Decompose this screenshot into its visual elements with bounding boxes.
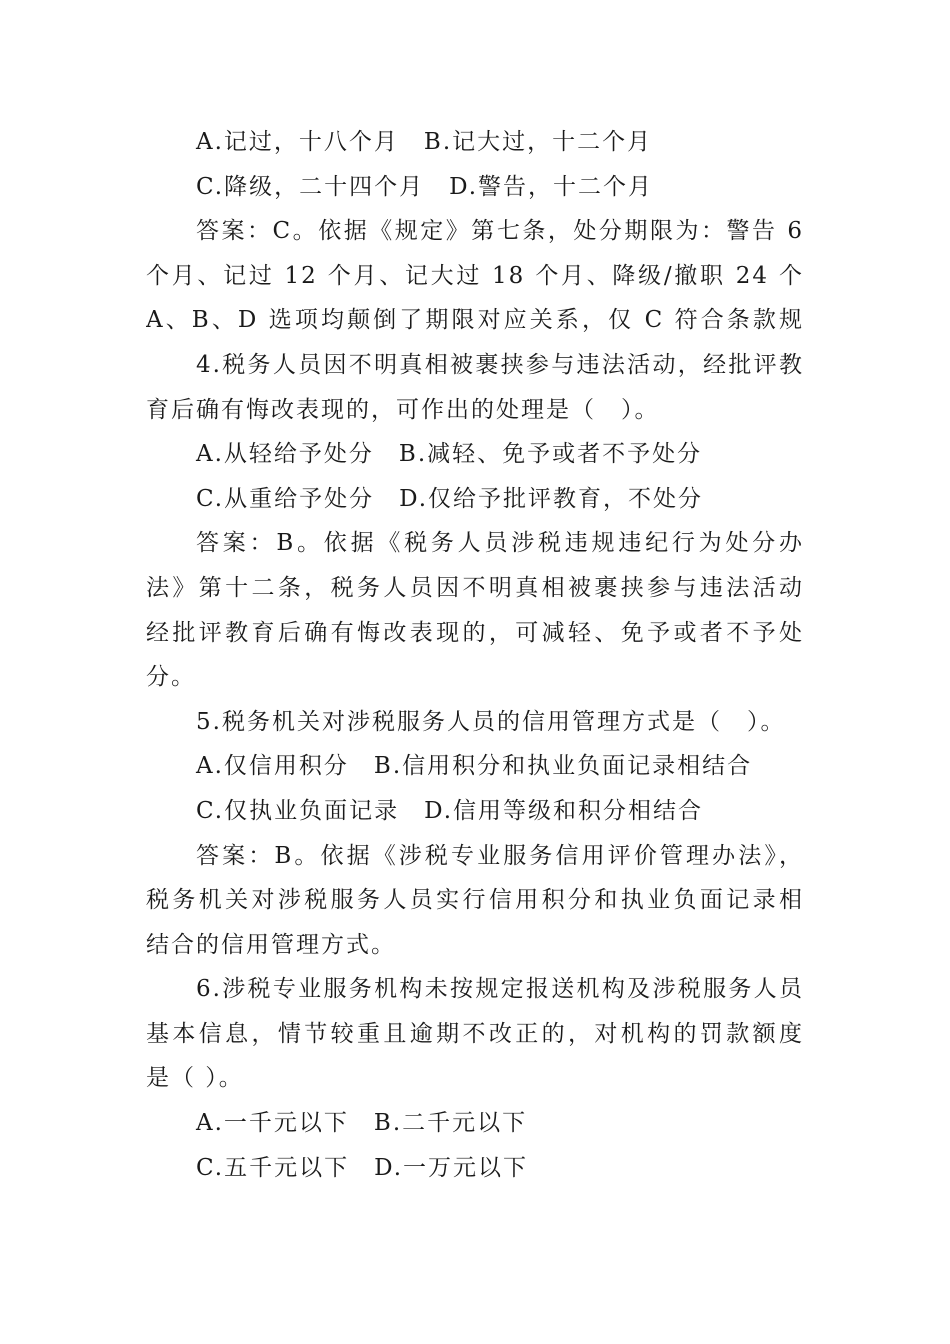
question-line-q6: 基本信息，情节较重且逾期不改正的，对机构的罚款额度 <box>146 1020 804 1047</box>
answer-line-q3: A、B、D 选项均颠倒了期限对应关系，仅 C 符合条款规 <box>146 307 804 334</box>
answer-line-q5: 答案：B。依据《涉税专业服务信用评价管理办法》， <box>196 842 804 869</box>
answer-line-q4: 法》第十二条，税务人员因不明真相被裹挟参与违法活动 <box>146 574 804 601</box>
answer-line-q4: 答案：B。依据《税务人员涉税违规违纪行为处分办 <box>196 530 804 557</box>
answer-line-q5: 税务机关对涉税服务人员实行信用积分和执业负面记录相 <box>146 887 804 914</box>
option-line-q3-cd: C.降级，二十四个月 D.警告，十二个月 <box>196 173 654 200</box>
option-line-q4-ab: A.从轻给予处分 B.减轻、免予或者不予处分 <box>196 441 703 468</box>
option-line-q4-cd: C.从重给予处分 D.仅给予批评教育，不处分 <box>196 485 704 512</box>
option-line-q3-ab: A.记过，十八个月 B.记大过，十二个月 <box>196 129 653 155</box>
option-line-q5-ab: A.仅信用积分 B.信用积分和执业负面记录相结合 <box>196 753 753 780</box>
question-line-q6: 是（ ）。 <box>146 1065 244 1092</box>
answer-line-q4: 分。 <box>146 664 196 691</box>
question-line-q6: 6.涉税专业服务机构未按规定报送机构及涉税服务人员 <box>196 976 804 1003</box>
option-line-q6-cd: C.五千元以下 D.一万元以下 <box>196 1154 529 1181</box>
answer-line-q5: 结合的信用管理方式。 <box>146 931 396 958</box>
answer-line-q3: 个月、记过 12 个月、记大过 18 个月、降级/撤职 24 个 <box>146 262 804 289</box>
question-line-q4: 育后确有悔改表现的，可作出的处理是（ ）。 <box>146 396 660 423</box>
option-line-q6-ab: A.一千元以下 B.二千元以下 <box>196 1110 528 1137</box>
answer-line-q4: 经批评教育后确有悔改表现的，可减轻、免予或者不予处 <box>146 619 804 646</box>
option-line-q5-cd: C.仅执业负面记录 D.信用等级和积分相结合 <box>196 797 704 824</box>
document-body <box>146 120 804 1190</box>
question-line-q4: 4.税务人员因不明真相被裹挟参与违法活动，经批评教 <box>196 351 804 378</box>
answer-line-q3: 答案：C。依据《规定》第七条，处分期限为：警告 6 <box>196 218 804 245</box>
question-line-q5: 5.税务机关对涉税服务人员的信用管理方式是（ ）。 <box>196 708 786 735</box>
